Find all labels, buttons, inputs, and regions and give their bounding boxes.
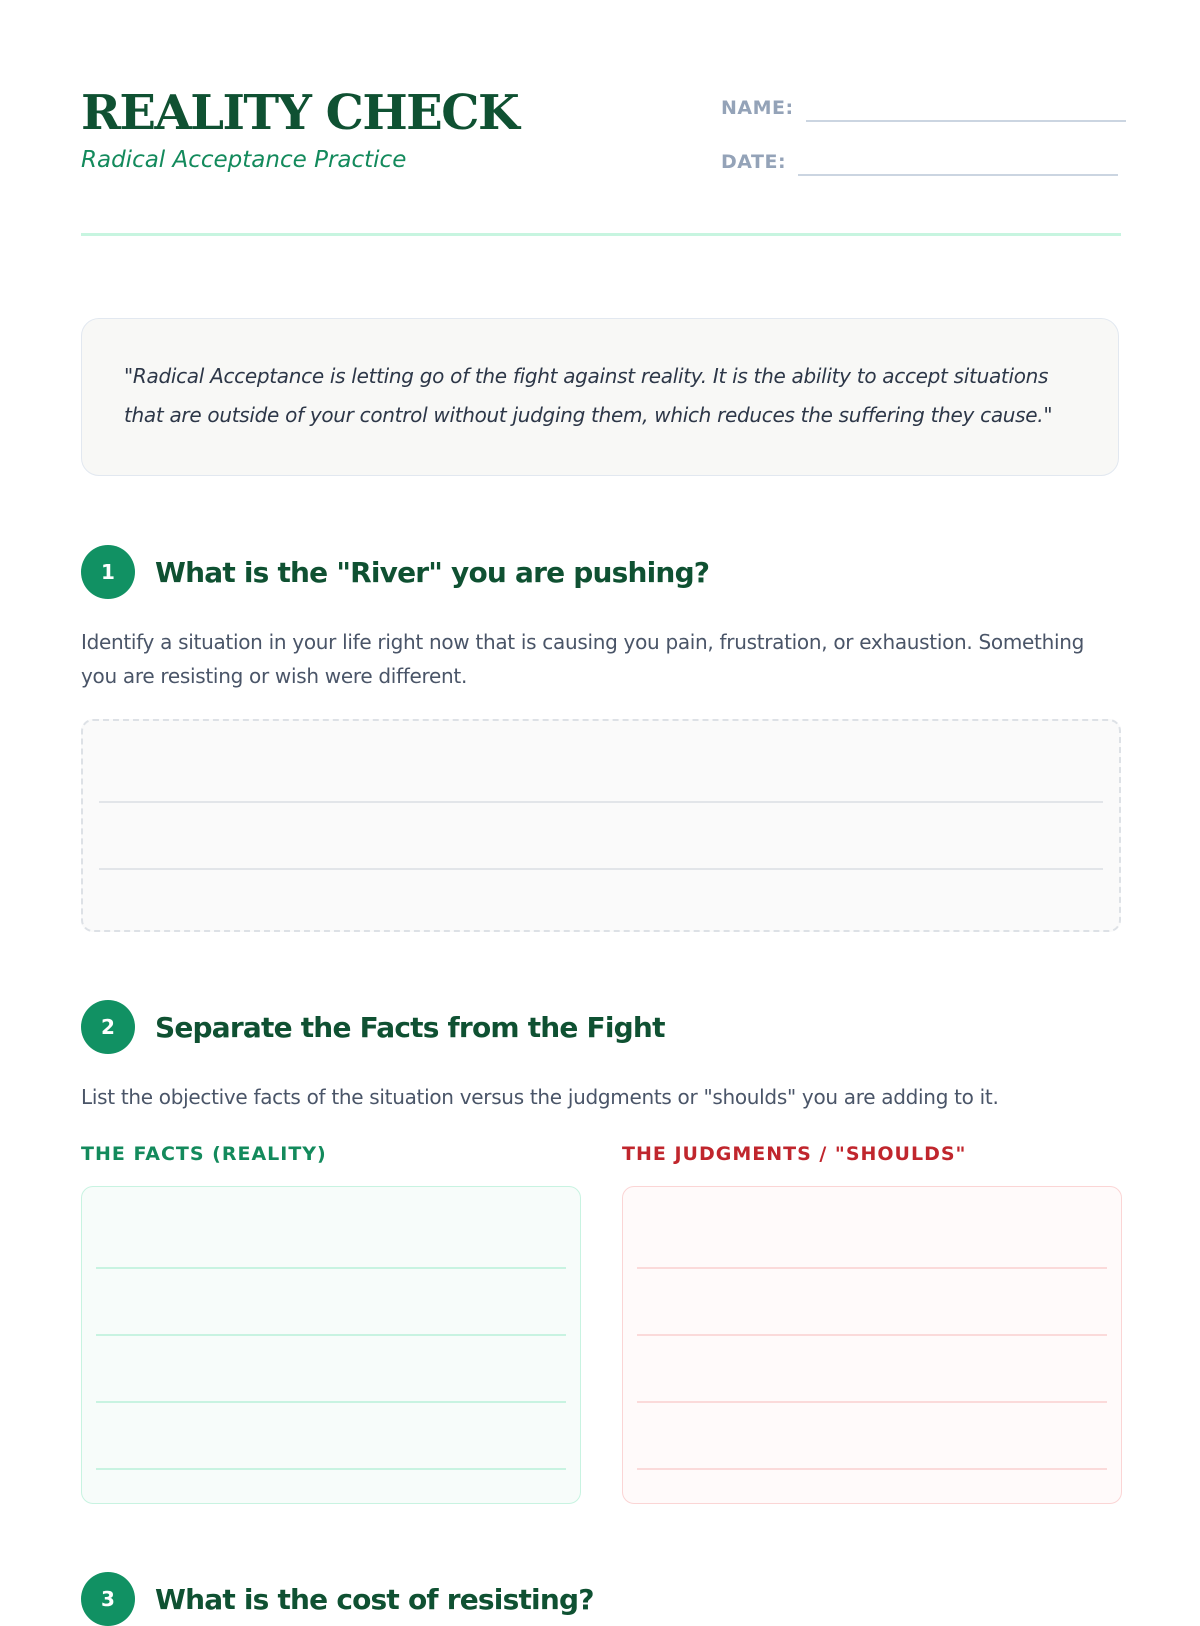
facts-answer-box[interactable] — [81, 1186, 581, 1504]
answer-line — [96, 1401, 566, 1403]
section-1-header — [81, 545, 709, 599]
date-field[interactable] — [798, 144, 1118, 176]
answer-line — [99, 801, 1103, 803]
date-row — [721, 144, 1118, 176]
answer-line — [96, 1334, 566, 1336]
answer-line — [637, 1334, 1107, 1336]
answer-line — [637, 1468, 1107, 1470]
quote-text: "Radical Acceptance is letting go of the fight against reality. It is the ability to accept situations that are outside of your control without judging them, which reduces the suffering they cause." — [124, 364, 1053, 427]
section-3-title: What is the cost of resisting? — [155, 1582, 594, 1616]
section-2-title: Separate the Facts from the Fight — [155, 1010, 665, 1044]
answer-line — [99, 868, 1103, 870]
name-field[interactable] — [806, 90, 1126, 122]
judgments-answer-box[interactable] — [622, 1186, 1122, 1504]
answer-line — [96, 1267, 566, 1269]
answer-line — [637, 1267, 1107, 1269]
river-answer-box[interactable] — [81, 719, 1121, 932]
worksheet-subtitle: Radical Acceptance Practice — [81, 147, 407, 173]
step-1-badge: 1 — [81, 545, 135, 599]
header-divider — [81, 233, 1121, 236]
facts-column-label: THE FACTS (REALITY) — [81, 1143, 327, 1165]
name-label: NAME: — [721, 97, 794, 119]
section-1-title: What is the "River" you are pushing? — [155, 555, 710, 589]
section-2-description: List the objective facts of the situation versus the judgments or "shoulds" you are adding to it. — [81, 1085, 999, 1109]
date-label: DATE: — [721, 151, 787, 173]
section-2-header — [81, 1000, 665, 1054]
worksheet-title: REALITY CHECK — [81, 85, 519, 141]
name-row — [721, 90, 1126, 122]
step-3-badge: 3 — [81, 1572, 135, 1626]
judgments-column-label: THE JUDGMENTS / "SHOULDS" — [622, 1143, 967, 1165]
answer-line — [637, 1401, 1107, 1403]
section-1-description: Identify a situation in your life right now that is causing you pain, frustration, or exhaustion. Something you are resisting or wish were different. — [81, 630, 1084, 688]
step-2-badge: 2 — [81, 1000, 135, 1054]
answer-line — [96, 1468, 566, 1470]
quote-box — [81, 318, 1119, 476]
section-3-header — [81, 1572, 594, 1626]
worksheet-header — [81, 80, 1121, 240]
